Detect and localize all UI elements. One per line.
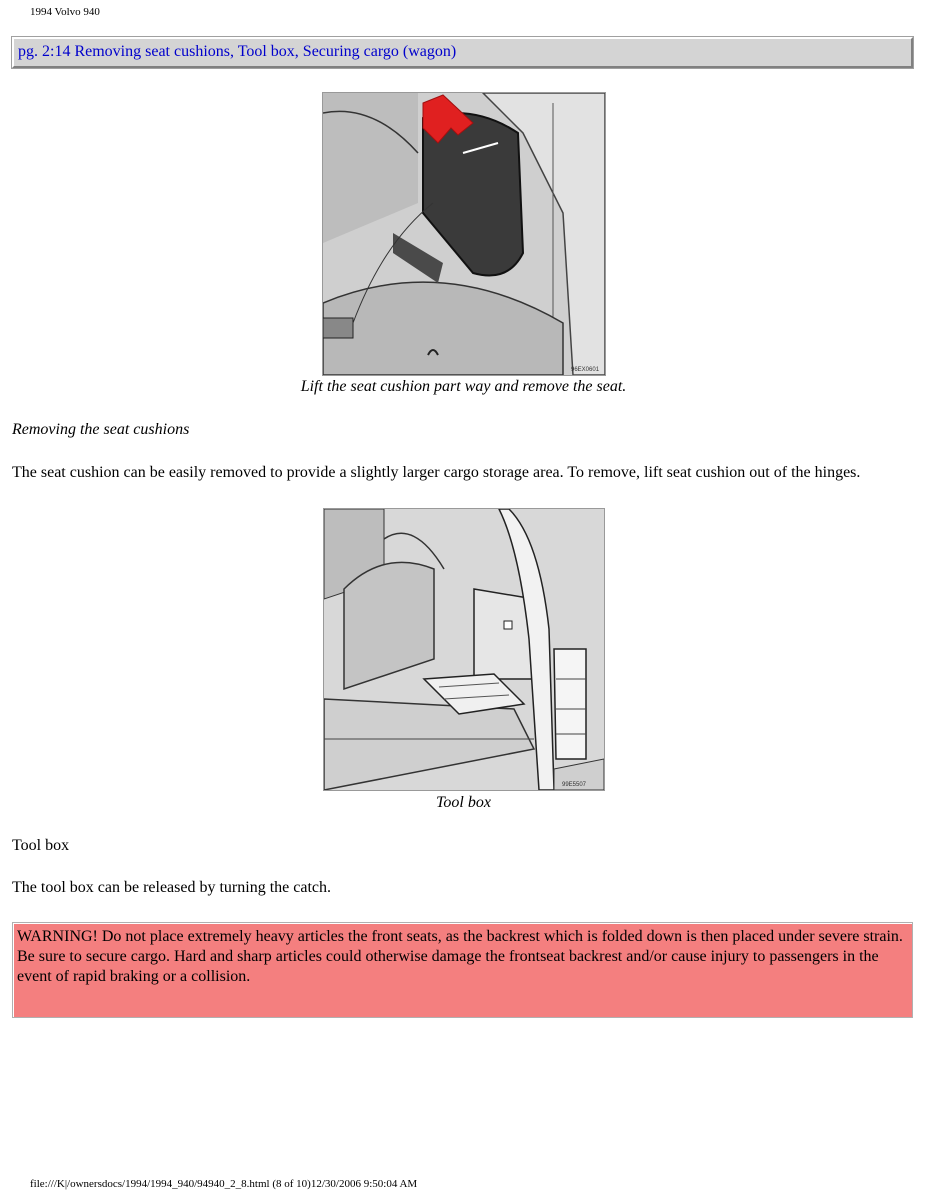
toolbox-section-heading: Tool box (12, 837, 70, 854)
seat-section-heading: Removing the seat cushions (12, 421, 190, 438)
warning-line-2: Be sure to secure cargo. Hard and sharp articles could otherwise damage the frontseat backrest and/or cause injury to passengers in the event of rapid braking or a collision. (17, 948, 879, 985)
figure2-caption: Tool box (436, 794, 491, 811)
section-title-bar (12, 37, 913, 68)
warning-box (12, 922, 913, 1018)
tool-box-illustration (324, 509, 604, 790)
seat-cushion-figure (322, 92, 606, 376)
warning-line-1: WARNING! Do not place extremely heavy articles the front seats, as the backrest which is folded down is then placed under severe strain. (17, 928, 903, 945)
document-header: 1994 Volvo 940 (30, 6, 100, 18)
tool-box-figure (323, 508, 605, 791)
seat-section-body: The seat cushion can be easily removed to provide a slightly larger cargo storage area. To remove, lift seat cushion out of the hinges. (12, 464, 861, 481)
section-title-link[interactable]: pg. 2:14 Removing seat cushions, Tool box, Securing cargo (wagon) (18, 43, 457, 60)
seat-cushion-illustration (323, 93, 605, 375)
figure-code-2: 99E5507 (562, 782, 587, 788)
figure-code-1: 96EX0601 (571, 367, 600, 373)
figure1-caption: Lift the seat cushion part way and remove the seat. (300, 378, 627, 395)
toolbox-section-body: The tool box can be released by turning the catch. (12, 879, 331, 896)
footer-file-path: file:///K|/ownersdocs/1994/1994_940/94940_2_8.html (8 of 10)12/30/2006 9:50:04 AM (30, 1178, 418, 1190)
